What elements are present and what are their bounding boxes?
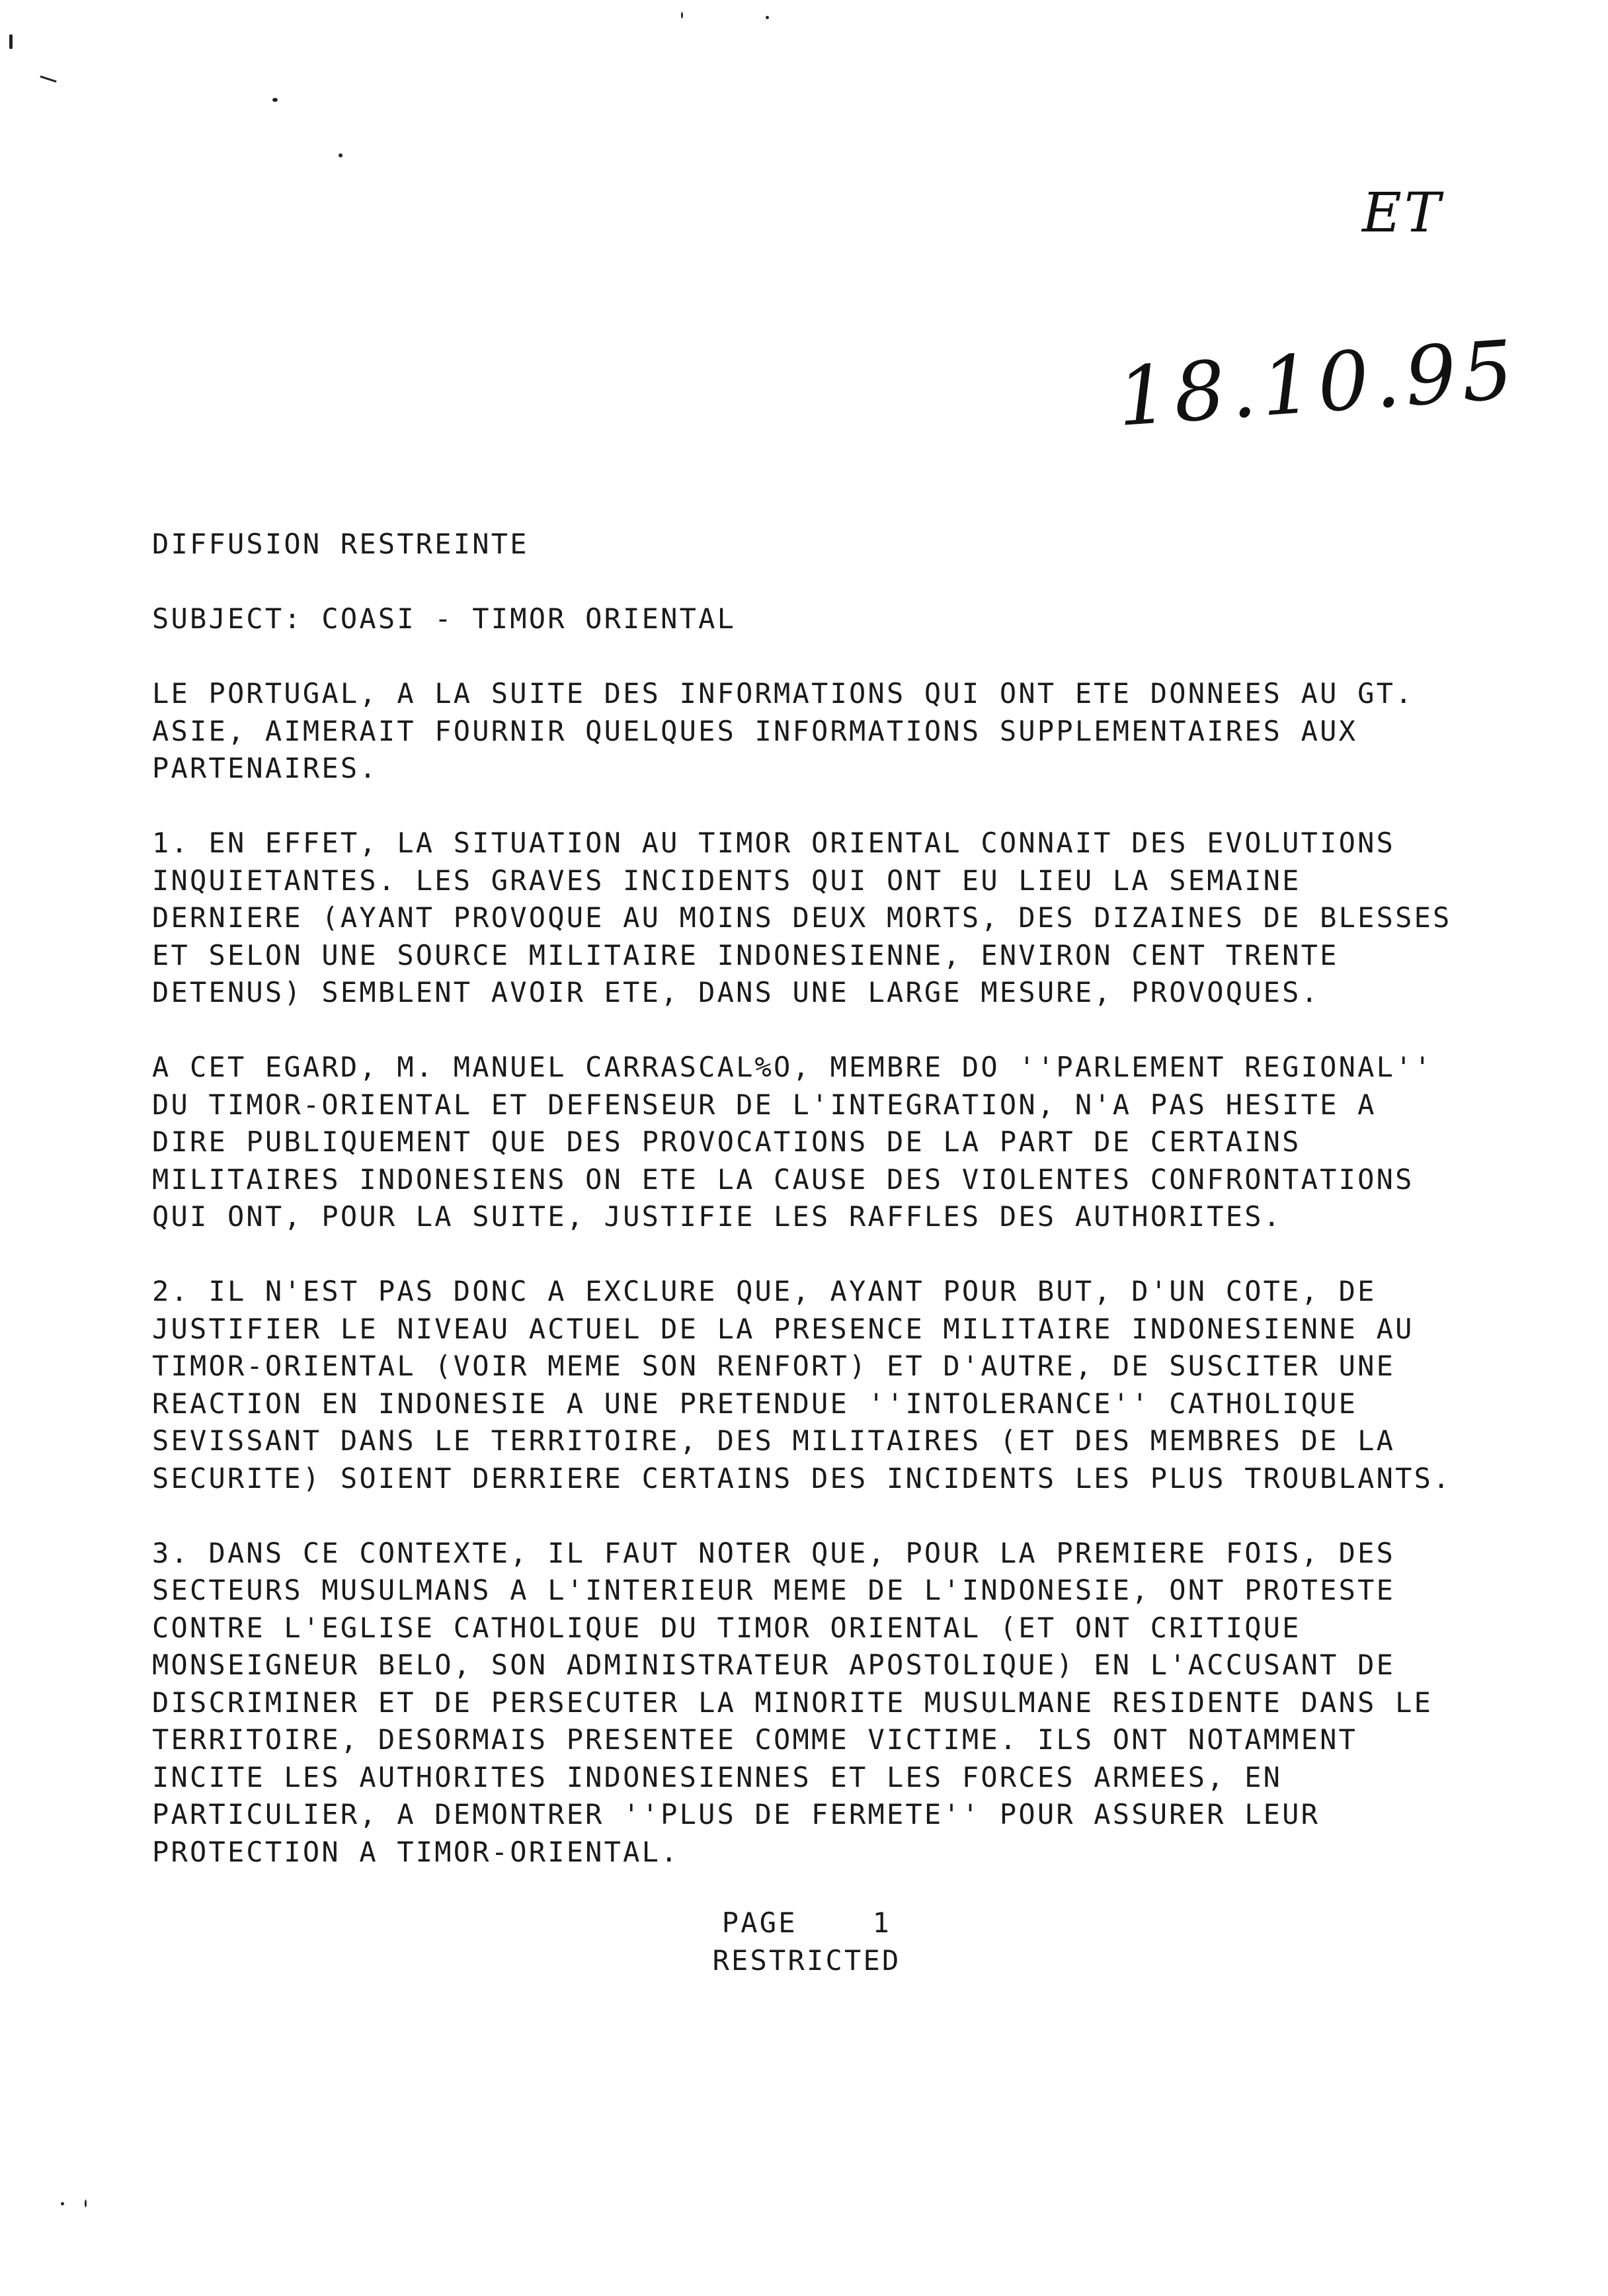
handwritten-initials: ET [1362, 182, 1443, 245]
text-line: SEVISSANT DANS LE TERRITOIRE, DES MILITAIRES (ET DES MEMBRES DE LA [152, 1424, 1396, 1457]
text-line: A CET EGARD, M. MANUEL CARRASCAL%O, MEMBRE DO ''PARLEMENT REGIONAL'' [152, 1051, 1433, 1083]
paragraph-carrascalao [152, 1049, 1560, 1236]
text-line: TIMOR-ORIENTAL (VOIR MEME SON RENFORT) ET D'AUTRE, DE SUSCITER UNE [152, 1350, 1396, 1382]
page-footer [701, 1905, 912, 1979]
text-line: REACTION EN INDONESIE A UNE PRETENDUE ''INTOLERANCE'' CATHOLIQUE [152, 1387, 1358, 1420]
text-line: DISCRIMINER ET DE PERSECUTER LA MINORITE MUSULMANE RESIDENTE DANS LE [152, 1686, 1433, 1719]
text-line: DU TIMOR-ORIENTAL ET DEFENSEUR DE L'INTEGRATION, N'A PAS HESITE A [152, 1088, 1377, 1121]
text-line: CONTRE L'EGLISE CATHOLIQUE DU TIMOR ORIENTAL (ET ONT CRITIQUE [152, 1611, 1301, 1644]
text-line: ASIE, AIMERAIT FOURNIR QUELQUES INFORMATIONS SUPPLEMENTAIRES AUX [152, 714, 1358, 747]
text-line: DETENUS) SEMBLENT AVOIR ETE, DANS UNE LARGE MESURE, PROVOQUES. [152, 976, 1320, 1008]
paragraph-2 [152, 1273, 1560, 1497]
subject-line: SUBJECT: COASI - TIMOR ORIENTAL [152, 602, 737, 635]
paragraph-3 [152, 1535, 1560, 1871]
text-line: INQUIETANTES. LES GRAVES INCIDENTS QUI ONT EU LIEU LA SEMAINE [152, 864, 1301, 897]
text-line: QUI ONT, POUR LA SUITE, JUSTIFIE LES RAFFLES DES AUTHORITES. [152, 1200, 1283, 1233]
text-line: PARTENAIRES. [152, 752, 378, 784]
text-line: ET SELON UNE SOURCE MILITAIRE INDONESIENNE, ENVIRON CENT TRENTE [152, 938, 1339, 971]
text-line: 1. EN EFFET, LA SITUATION AU TIMOR ORIENTAL CONNAIT DES EVOLUTIONS [152, 827, 1396, 859]
memo-body [152, 526, 1560, 1871]
page-number: PAGE 1 [721, 1906, 892, 1939]
handwritten-date: 18.10.95 [1114, 322, 1521, 444]
text-line: TERRITOIRE, DESORMAIS PRESENTEE COMME VICTIME. ILS ONT NOTAMMENT [152, 1723, 1358, 1756]
paragraph-1 [152, 825, 1560, 1012]
text-line: DIRE PUBLIQUEMENT QUE DES PROVOCATIONS DE LA PART DE CERTAINS [152, 1126, 1301, 1158]
text-line: SECURITE) SOIENT DERRIERE CERTAINS DES INCIDENTS LES PLUS TROUBLANTS. [152, 1461, 1452, 1495]
text-line: MILITAIRES INDONESIENS ON ETE LA CAUSE DES VIOLENTES CONFRONTATIONS [152, 1163, 1414, 1196]
text-line: DERNIERE (AYANT PROVOQUE AU MOINS DEUX MORTS, DES DIZAINES DE BLESSES [152, 901, 1452, 934]
paragraph-intro [152, 675, 1560, 788]
text-line: 3. DANS CE CONTEXTE, IL FAUT NOTER QUE, POUR LA PREMIERE FOIS, DES [152, 1536, 1396, 1569]
classification-header: DIFFUSION RESTREINTE [152, 528, 529, 560]
text-line: JUSTIFIER LE NIVEAU ACTUEL DE LA PRESENCE MILITAIRE INDONESIENNE AU [152, 1312, 1414, 1345]
text-line: INCITE LES AUTHORITES INDONESIENNES ET LES FORCES ARMEES, EN [152, 1760, 1283, 1793]
text-line: 2. IL N'EST PAS DONC A EXCLURE QUE, AYANT POUR BUT, D'UN COTE, DE [152, 1275, 1377, 1307]
text-line: MONSEIGNEUR BELO, SON ADMINISTRATEUR APOSTOLIQUE) EN L'ACCUSANT DE [152, 1649, 1396, 1681]
classification-footer: RESTRICTED [712, 1944, 901, 1977]
text-line: PARTICULIER, A DEMONTRER ''PLUS DE FERMETE'' POUR ASSURER LEUR [152, 1798, 1320, 1830]
text-line: PROTECTION A TIMOR-ORIENTAL. [152, 1835, 680, 1868]
text-line: LE PORTUGAL, A LA SUITE DES INFORMATIONS QUI ONT ETE DONNEES AU GT. [152, 677, 1414, 710]
text-line: SECTEURS MUSULMANS A L'INTERIEUR MEME DE L'INDONESIE, ONT PROTESTE [152, 1574, 1396, 1606]
